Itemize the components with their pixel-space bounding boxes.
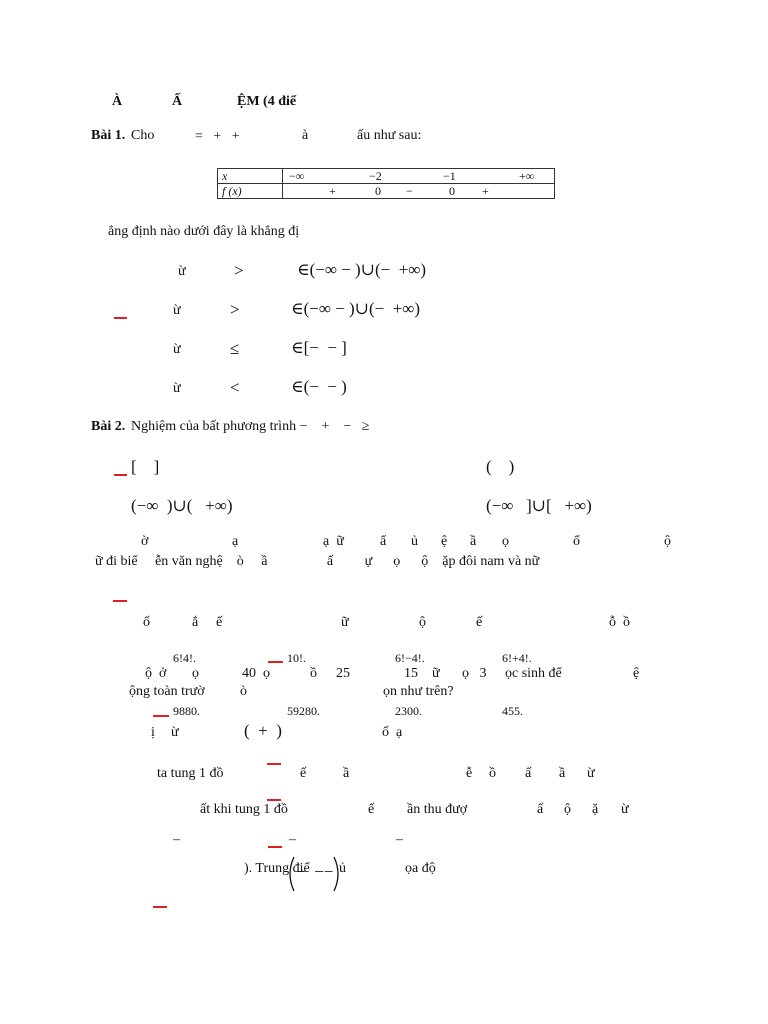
bai4-l1-10: ệ [633, 666, 640, 681]
bai5-l2-6: ấ [525, 766, 532, 781]
bai1-cho: Cho [131, 128, 155, 143]
bai5-l3-4: ấ [537, 802, 544, 817]
fx-sign-4: 0 [449, 184, 455, 198]
question1-text: ẳng định nào dưới đây là khẳng đị [108, 224, 300, 239]
answer-mark-2 [114, 474, 127, 476]
sign-head-x: x [218, 169, 283, 184]
sign-table-row-x [218, 169, 555, 184]
answer-mark-1 [114, 317, 127, 319]
x-val-3: −1 [443, 169, 456, 183]
bai3-l3-7: ỗ ồ [609, 615, 630, 630]
bai4-l1-4: ồ [310, 666, 317, 681]
opt1a-set: ∈(−∞ − )∪(− +∞) [297, 260, 427, 279]
bai3-l3-1: ố [143, 615, 150, 630]
bai5-l5-2: ủ [339, 861, 346, 876]
x-val-4: +∞ [519, 169, 535, 183]
bai4-l2-3: ọn như trên? [383, 684, 454, 699]
bai3-answer-c: 6!−4!. [395, 651, 425, 665]
bai5-l2-2: ế [300, 766, 307, 781]
bai4-l1-7: ữ [432, 666, 440, 681]
bai4-answer-a: 9880. [173, 704, 200, 718]
bai5-l2-7: ầ [559, 766, 566, 781]
bai4-l2-1: ộng toàn trườ [129, 684, 205, 699]
opt1c-set: ∈[− − ] [291, 338, 347, 357]
bai5-l3-1: ất khi tung 1 đồ [200, 802, 288, 817]
bai3-l3-4: ữ [341, 615, 349, 630]
bai5-l1-3: ( + ) [244, 721, 282, 740]
opt1a-rel: > [234, 261, 244, 280]
bai3-l1-1: ờ [141, 534, 149, 549]
bai3-answer-a: 6!4!. [173, 651, 196, 665]
opt1c-word: ừ [173, 342, 181, 357]
section-header-c: ỆM (4 điể [237, 94, 297, 109]
bai3-answer-d: 6!+4!. [502, 651, 532, 665]
bai2-optC: (−∞ )∪( +∞) [131, 496, 233, 515]
fx-sign-5: + [482, 184, 489, 198]
answer-mark-6 [267, 763, 281, 765]
opt1c-rel: ≤ [230, 339, 240, 358]
bai5-l3-2: ế [368, 802, 375, 817]
bai5-l4-3: – [396, 832, 403, 847]
bai3-l1-9: ổ [573, 534, 580, 549]
bai4-l1-8: ọ 3 [462, 666, 487, 681]
bai3-answer-b: 10!. [287, 651, 306, 665]
bai3-l1-7: ầ [470, 534, 477, 549]
bai1-rest: ấu như sau: [357, 128, 422, 143]
bai3-l1-10: ộ [664, 534, 671, 549]
bai2-optD: (−∞ ]∪[ +∞) [486, 496, 592, 515]
bai2-label: Bài 2. [91, 419, 126, 434]
section-header-a: À [112, 94, 123, 109]
bai1-label: Bài 1. [91, 128, 126, 143]
bai4-l1-3: 40 ọ [242, 666, 270, 681]
opt1b-word: ừ [173, 303, 181, 318]
bai5-l2-1: ta tung 1 đồ [157, 766, 224, 781]
bai5-l2-3: ầ [343, 766, 350, 781]
bai3-l1-5: ủ [411, 534, 418, 549]
fx-sign-3: − [406, 184, 413, 198]
opt1d-word: ừ [173, 381, 181, 396]
bai2-optB: ( ) [486, 457, 515, 476]
bai5-l4-2: – [289, 832, 296, 847]
sign-table [217, 168, 555, 199]
bai4-l1-1: ộ ở [145, 666, 167, 681]
bai5-l1-4: ố ạ [382, 725, 403, 740]
bai3-l3-2: ắ [192, 615, 199, 630]
answer-mark-8 [268, 846, 282, 848]
bai4-l1-5: 25 [336, 666, 350, 681]
answer-mark-5 [153, 715, 169, 717]
bai4-l1-9: ọc sinh để [505, 666, 562, 681]
opt1d-rel: < [230, 378, 240, 397]
bai5-l3-5: ộ [564, 802, 571, 817]
sign-head-fx: f (x) [218, 184, 283, 199]
bai5-l3-6: ặ [592, 802, 599, 817]
bai2-text: Nghiệm của bất phương trình − + − ≥ [131, 419, 370, 434]
x-val-1: −∞ [289, 169, 305, 183]
opt1b-set: ∈(−∞ − )∪(− +∞) [291, 299, 421, 318]
bai5-l2-4: ễ [466, 766, 473, 781]
bai3-line2: ữ đi biể ễn văn nghệ ò ầ ấ ự ọ ộ ặp đôi nam và nữ [95, 554, 540, 569]
bai3-l1-6: ệ [441, 534, 448, 549]
opt1a-word: ừ [178, 264, 186, 279]
answer-mark-4 [268, 661, 283, 663]
answer-mark-9 [153, 906, 167, 908]
bai5-l3-3: ần thu đượ [407, 802, 468, 817]
opt1d-set: ∈(− − ) [291, 377, 347, 396]
bai5-l3-7: ừ [621, 802, 629, 817]
answer-mark-3 [113, 600, 127, 602]
sign-row-x-values [283, 169, 555, 184]
bai4-answer-b: 59280. [287, 704, 320, 718]
x-val-2: −2 [369, 169, 382, 183]
bai5-paren-content: − −− [296, 862, 334, 881]
bai3-l3-6: ế [476, 615, 483, 630]
section-header-b: Ấ [172, 94, 183, 109]
bai3-l3-5: ộ [419, 615, 426, 630]
bai4-l1-2: ọ [192, 666, 199, 681]
bai5-l5-3: ọa độ [405, 861, 436, 876]
bai3-l1-4: ẩ [380, 534, 387, 549]
bai3-l1-3: ạ ữ [323, 534, 344, 549]
bai5-l4-1: – [173, 832, 180, 847]
answer-mark-7 [267, 799, 281, 801]
fx-sign-2: 0 [375, 184, 381, 198]
bai4-answer-c: 2300. [395, 704, 422, 718]
opt1b-rel: > [230, 300, 240, 319]
bai4-answer-d: 455. [502, 704, 523, 718]
bai1-a: à [302, 128, 309, 143]
bai4-l2-2: ò [240, 684, 247, 699]
bai5-l5-1: ). Trung điể [244, 861, 310, 876]
bai2-optA: [ ] [131, 457, 160, 476]
bai5-l2-8: ừ [587, 766, 595, 781]
bai3-l3-3: ế [216, 615, 223, 630]
bai5-l2-5: ồ [489, 766, 496, 781]
bai1-equation: = + + [195, 129, 240, 144]
sign-row-fx-values [283, 184, 555, 199]
sign-table-row-fx [218, 184, 555, 199]
bai4-l1-6: 15 [404, 666, 418, 681]
bai3-l1-8: ọ [502, 534, 509, 549]
fx-sign-1: + [329, 184, 336, 198]
bai3-l1-2: ạ [232, 534, 239, 549]
bai5-l1-1: ị [151, 725, 155, 740]
bai5-l1-2: ừ [171, 725, 179, 740]
